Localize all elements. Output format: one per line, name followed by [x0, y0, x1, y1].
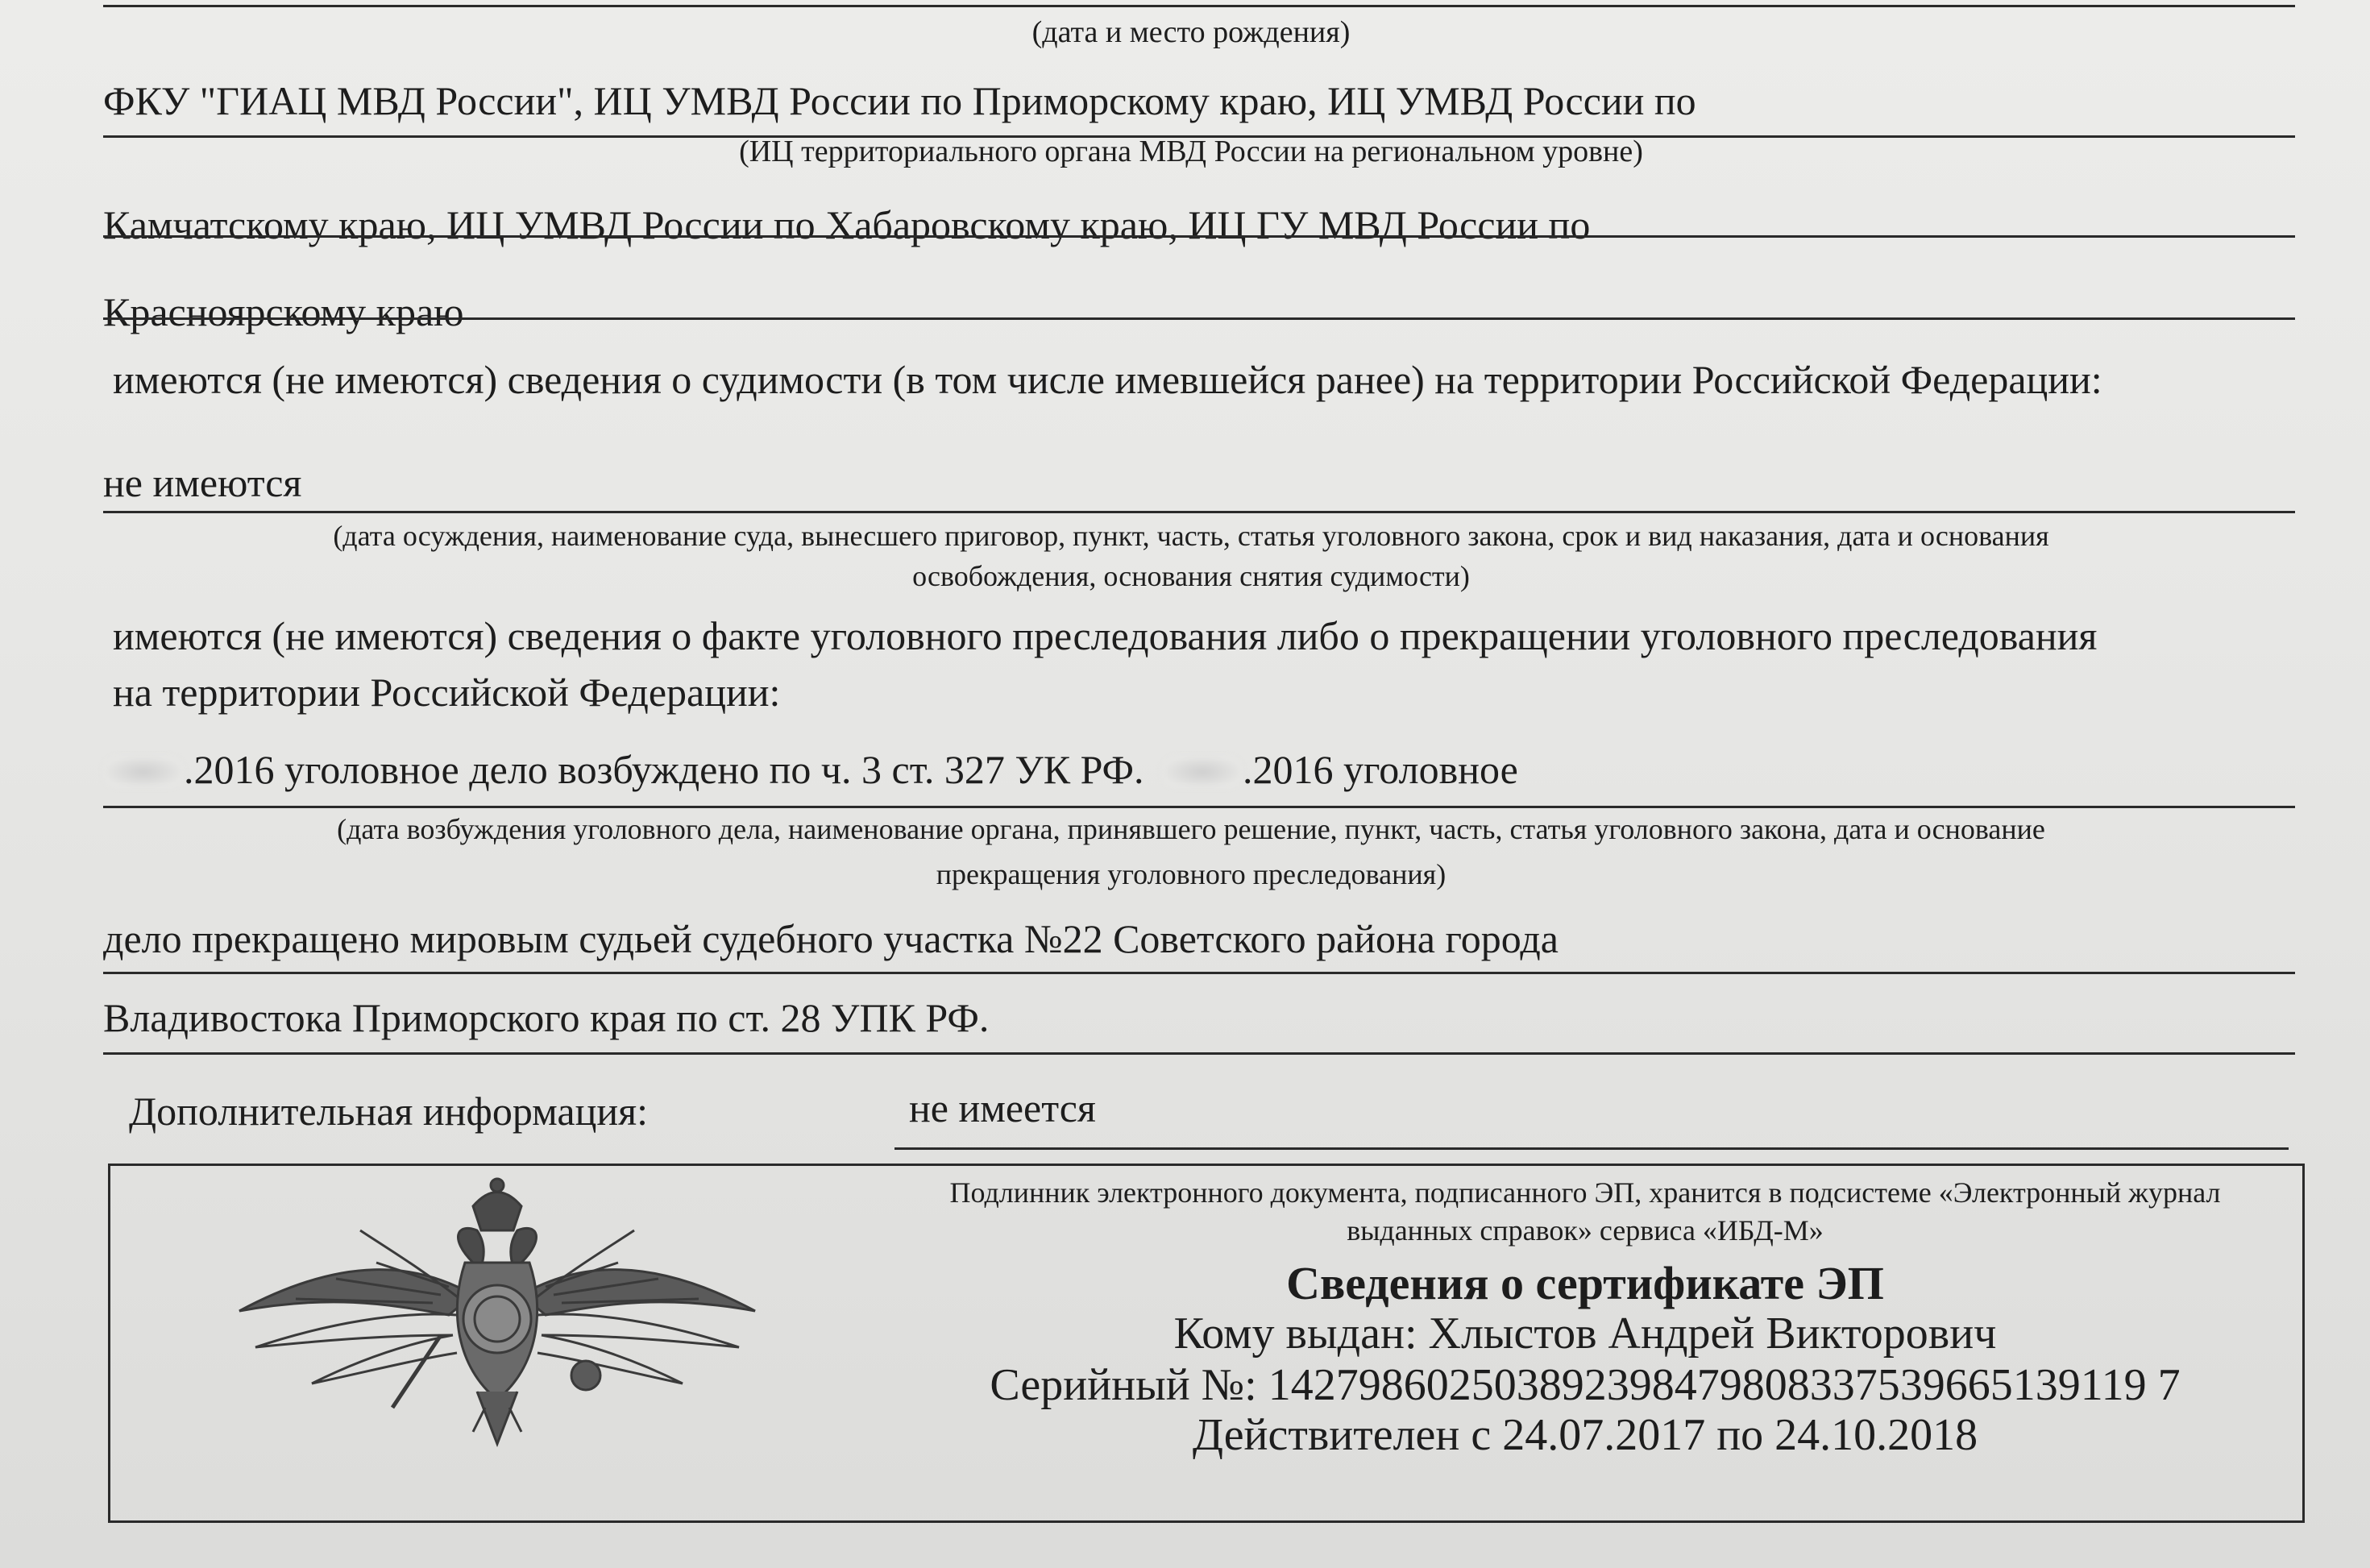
rule-top — [103, 5, 2295, 7]
info-centers-line3: Красноярскому краю — [103, 289, 464, 334]
conviction-value: не имеются — [103, 460, 302, 505]
stamp-note — [884, 1174, 2286, 1250]
prosecution-value-part1: .2016 уголовное дело возбуждено по ч. 3 ст. 327 УК РФ. — [184, 747, 1144, 792]
certificate-title: Сведения о сертификате ЭП — [1286, 1257, 1884, 1309]
caption-conviction-1: (дата осуждения, наименование суда, вынесшего приговор, пункт, часть, статья уголовного закона, срок и вид наказания, дата и основания — [333, 520, 2049, 552]
certificate-stamp — [108, 1164, 2305, 1523]
redacted-date-2 — [1162, 756, 1243, 788]
caption-prosecution-1: (дата возбуждения уголовного дела, наименование органа, принявшего решение, пункт, часть, статья уголовного закона, дата и основание — [337, 813, 2045, 845]
caption-conviction-2: освобождения, основания снятия судимости) — [912, 560, 1470, 592]
double-headed-eagle-emblem — [207, 1174, 787, 1464]
rule-info-2 — [103, 235, 2295, 238]
stamp-note-line2: выданных справок» сервиса «ИБД-М» — [1347, 1213, 1824, 1247]
info-centers-line2: Камчатскому краю, ИЦ УМВД России по Хабаровскому краю, ИЦ ГУ МВД России по — [103, 202, 1591, 247]
prosecution-value-3: Владивостока Приморского края по ст. 28 УПК РФ. — [103, 995, 990, 1040]
certificate-issued-to: Кому выдан: Хлыстов Андрей Викторович — [1173, 1309, 1997, 1359]
rule-additional — [894, 1147, 2289, 1150]
rule-prosecution-3 — [103, 1052, 2295, 1055]
caption-info-centers: (ИЦ территориального органа МВД России на региональном уровне) — [739, 135, 1643, 168]
prosecution-value-1 — [103, 749, 1518, 790]
conviction-label: имеются (не имеются) сведения о судимости (в том числе имевшейся ранее) на территории Российской Федерации: — [113, 357, 2102, 402]
rule-prosecution-2 — [103, 972, 2295, 974]
prosecution-value-part2: .2016 уголовное — [1243, 747, 1518, 792]
caption-birth: (дата и место рождения) — [1031, 15, 1351, 49]
stamp-note-line1: Подлинник электронного документа, подписанного ЭП, хранится в подсистеме «Электронный журнал — [949, 1176, 2221, 1209]
prosecution-label-1: имеются (не имеются) сведения о факте уголовного преследования либо о прекращении уголовного преследования — [113, 613, 2098, 658]
certificate-validity: Действителен с 24.07.2017 по 24.10.2018 — [1192, 1410, 1978, 1460]
prosecution-label-2: на территории Российской Федерации: — [113, 670, 781, 715]
caption-prosecution-2: прекращения уголовного преследования) — [936, 858, 1446, 890]
rule-prosecution-1 — [103, 806, 2295, 808]
additional-value: не имеется — [909, 1085, 1096, 1130]
rule-info-3 — [103, 317, 2295, 320]
certificate-serial: Серийный №: 142798602503892398479808337539665139119 7 — [990, 1360, 2181, 1410]
prosecution-value-2: дело прекращено мировым судьей судебного участка №22 Советского района города — [103, 916, 1559, 961]
info-centers-line1: ФКУ "ГИАЦ МВД России", ИЦ УМВД России по Приморскому краю, ИЦ УМВД России по — [103, 78, 1696, 123]
rule-conviction — [103, 511, 2295, 513]
redacted-date-1 — [103, 756, 184, 788]
additional-label: Дополнительная информация: — [129, 1089, 648, 1134]
